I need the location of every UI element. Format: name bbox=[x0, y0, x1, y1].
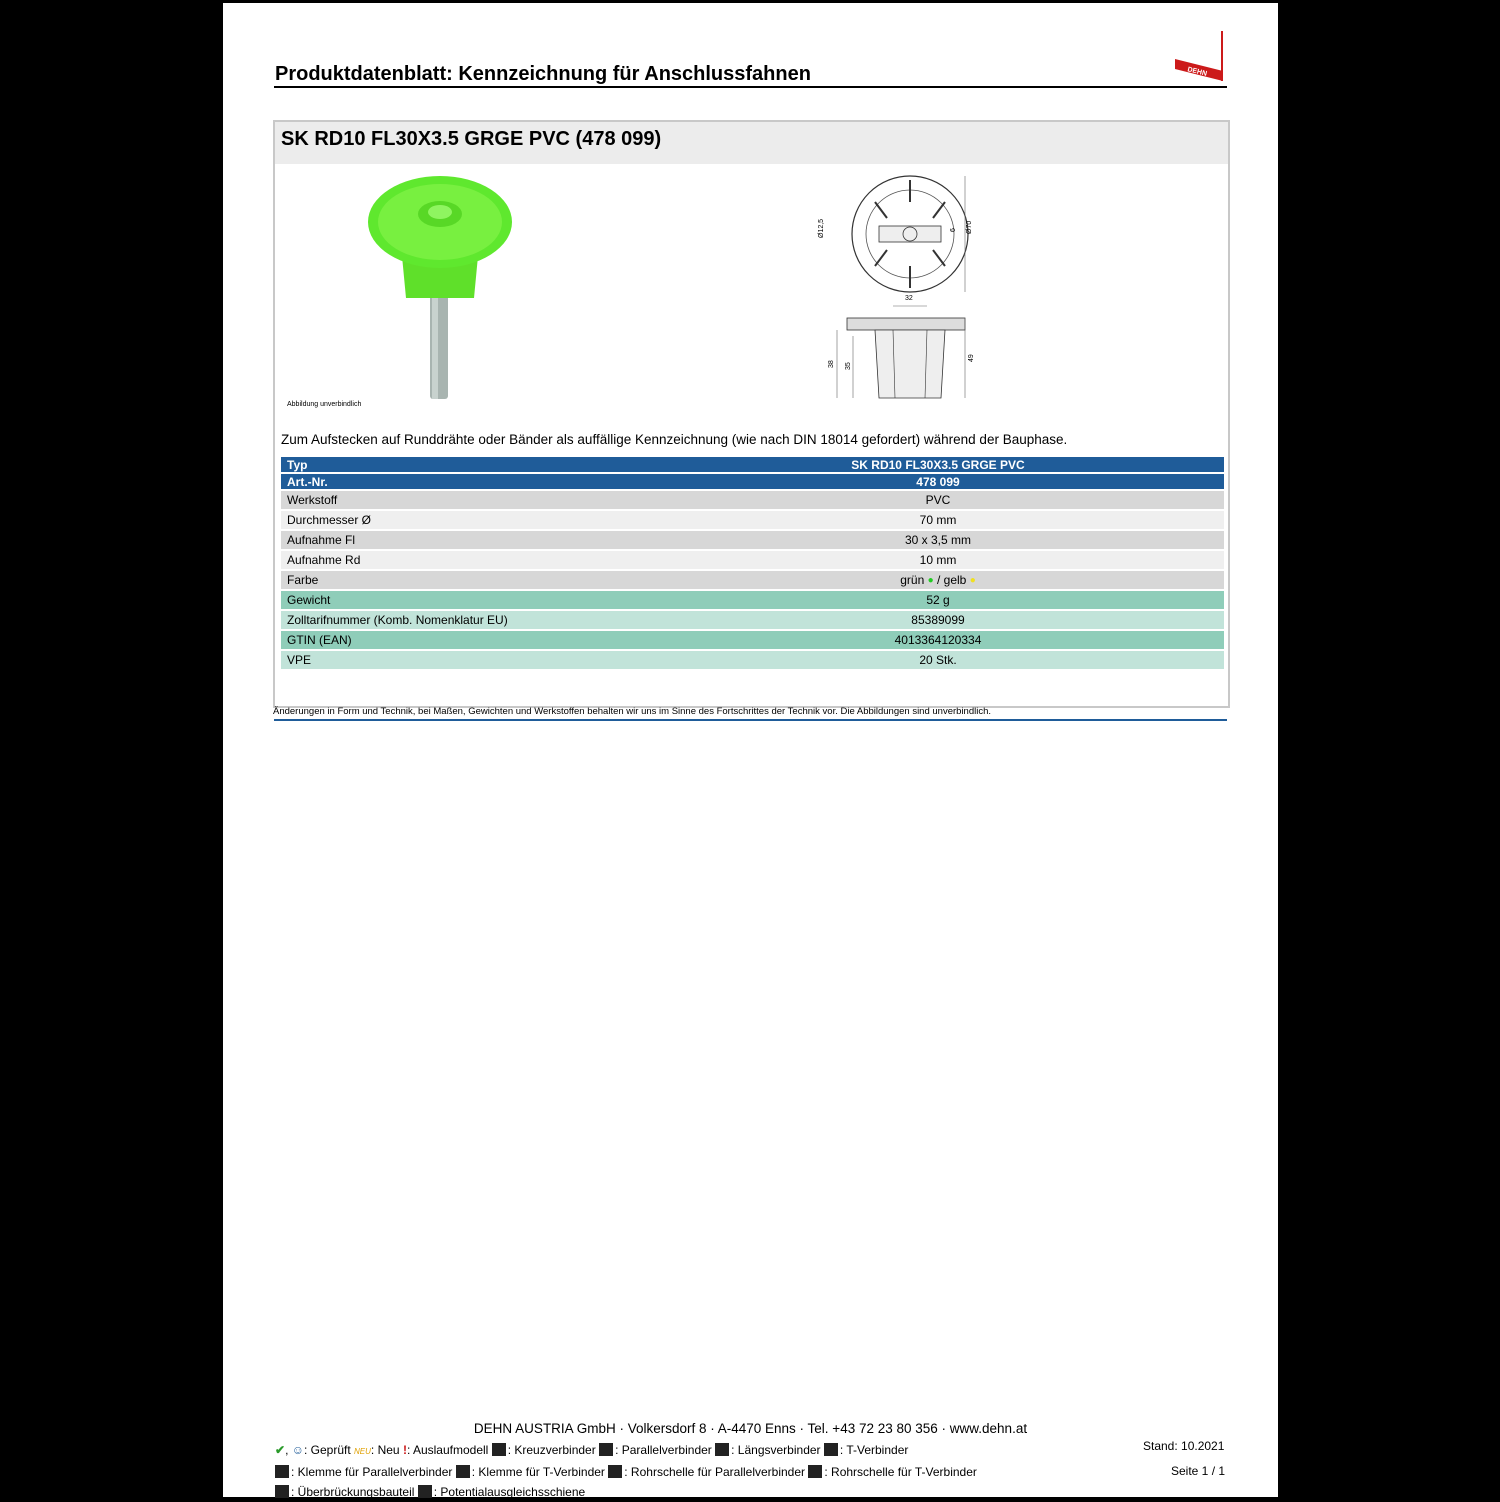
stand-date: Stand: 10.2021 bbox=[1143, 1439, 1225, 1453]
footer-address: DEHN AUSTRIA GmbH · Volkersdorf 8 · A-4470 Enns · Tel. +43 72 23 80 356 · www.dehn.at bbox=[473, 1421, 1028, 1436]
dim-6: 6 bbox=[950, 228, 957, 232]
typ-value: SK RD10 FL30X3.5 GRGE PVC bbox=[652, 457, 1224, 472]
row-label: VPE bbox=[281, 651, 652, 669]
disclaimer: Änderungen in Form und Technik, bei Maßen, Gewichten und Werkstoffen behalten wir uns im Sinne des Fortschrittes der Technik vor. Die Abbildungen sind unverbindlich. bbox=[273, 706, 992, 717]
art-label: Art.-Nr. bbox=[281, 474, 652, 489]
dim-32: 32 bbox=[905, 295, 913, 302]
row-value: 10 mm bbox=[652, 551, 1224, 569]
art-value: 478 099 bbox=[652, 474, 1224, 489]
logo-text: DEHN bbox=[1186, 66, 1208, 78]
typ-label: Typ bbox=[281, 457, 652, 472]
page-number: Seite 1 / 1 bbox=[1171, 1464, 1226, 1478]
row-label: Gewicht bbox=[281, 591, 652, 609]
disclaimer-rule bbox=[274, 719, 1227, 721]
table-row bbox=[281, 491, 1224, 509]
table-row bbox=[281, 531, 1224, 549]
row-label: Zolltarifnummer (Komb. Nomenklatur EU) bbox=[281, 611, 652, 629]
row-value-farbe bbox=[652, 571, 1224, 589]
row-label: Aufnahme Rd bbox=[281, 551, 652, 569]
checkmark-icon: ✔ bbox=[275, 1443, 286, 1457]
dim-49: 49 bbox=[968, 354, 975, 362]
farbe-sep: / bbox=[933, 573, 944, 587]
equipotential-bar-icon bbox=[418, 1485, 432, 1498]
dim-d70: Ø70 bbox=[966, 220, 973, 234]
farbe-gruen: grün bbox=[900, 573, 925, 587]
row-value: PVC bbox=[652, 491, 1224, 509]
row-label: Werkstoff bbox=[281, 491, 652, 509]
bridging-component-icon bbox=[275, 1485, 289, 1498]
table-row bbox=[281, 611, 1224, 629]
image-caption: Abbildung unverbindlich bbox=[287, 401, 362, 408]
t-connector-icon bbox=[824, 1443, 838, 1456]
clamp-t-icon bbox=[456, 1465, 470, 1478]
row-value: 4013364120334 bbox=[652, 631, 1224, 649]
dim-d12: Ø12,5 bbox=[818, 218, 825, 238]
new-badge-icon: NEU bbox=[354, 1447, 371, 1456]
header-rule bbox=[274, 86, 1227, 88]
row-value: 30 x 3,5 mm bbox=[652, 531, 1224, 549]
yellow-dot-icon: ● bbox=[969, 575, 976, 586]
spec-table bbox=[281, 455, 1224, 671]
table-row bbox=[281, 511, 1224, 529]
clamp-parallel-icon bbox=[275, 1465, 289, 1478]
technical-drawing bbox=[795, 172, 1005, 404]
table-row-typ bbox=[281, 457, 1224, 472]
test-seal-icon: ☺ bbox=[291, 1443, 304, 1457]
pipe-clamp-parallel-icon bbox=[608, 1465, 622, 1478]
product-title: SK RD10 FL30X3.5 GRGE PVC (478 099) bbox=[281, 128, 662, 150]
row-label: Aufnahme Fl bbox=[281, 531, 652, 549]
product-title-bar bbox=[275, 122, 1228, 164]
row-label: Durchmesser Ø bbox=[281, 511, 652, 529]
dehn-logo bbox=[1175, 31, 1226, 81]
product-box bbox=[273, 120, 1230, 708]
row-value: 52 g bbox=[652, 591, 1224, 609]
longitudinal-connector-icon bbox=[715, 1443, 729, 1456]
footer-legend: ✔, ☺: Geprüft NEU: Neu !: Auslaufmodell : Kreuzverbinder : Parallelverbinder : Längsverbinder : T-Verbinder : Klemme für Parallelverbinder : Klemme für T-Verbinder : Rohrschelle für Parallelverbinder : Rohrschelle für T-Verbinder : Überbrückungsbauteil : Potentialausgleichsschiene bbox=[275, 1443, 977, 1499]
page-title: Produktdatenblatt: Kennzeichnung für Anschlussfahnen bbox=[275, 63, 811, 85]
row-value: 70 mm bbox=[652, 511, 1224, 529]
datasheet-page bbox=[223, 3, 1278, 1497]
table-row-art bbox=[281, 474, 1224, 489]
table-row bbox=[281, 631, 1224, 649]
row-value: 85389099 bbox=[652, 611, 1224, 629]
discontinued-icon: ! bbox=[402, 1443, 407, 1457]
cross-connector-icon bbox=[492, 1443, 506, 1456]
table-row bbox=[281, 571, 1224, 589]
table-row bbox=[281, 551, 1224, 569]
table-row bbox=[281, 591, 1224, 609]
green-dot-icon: ● bbox=[927, 575, 934, 586]
farbe-gelb: gelb bbox=[943, 573, 967, 587]
dim-35: 35 bbox=[845, 362, 852, 370]
product-description: Zum Aufstecken auf Runddrähte oder Bänder als auffällige Kennzeichnung (wie nach DIN 18014 gefordert) während der Bauphase. bbox=[281, 432, 1068, 447]
pipe-clamp-t-icon bbox=[808, 1465, 822, 1478]
parallel-connector-icon bbox=[599, 1443, 613, 1456]
product-photo bbox=[360, 174, 520, 399]
row-value: 20 Stk. bbox=[652, 651, 1224, 669]
row-label: Farbe bbox=[281, 571, 652, 589]
table-row bbox=[281, 651, 1224, 669]
dim-38: 38 bbox=[828, 360, 835, 368]
row-label: GTIN (EAN) bbox=[281, 631, 652, 649]
